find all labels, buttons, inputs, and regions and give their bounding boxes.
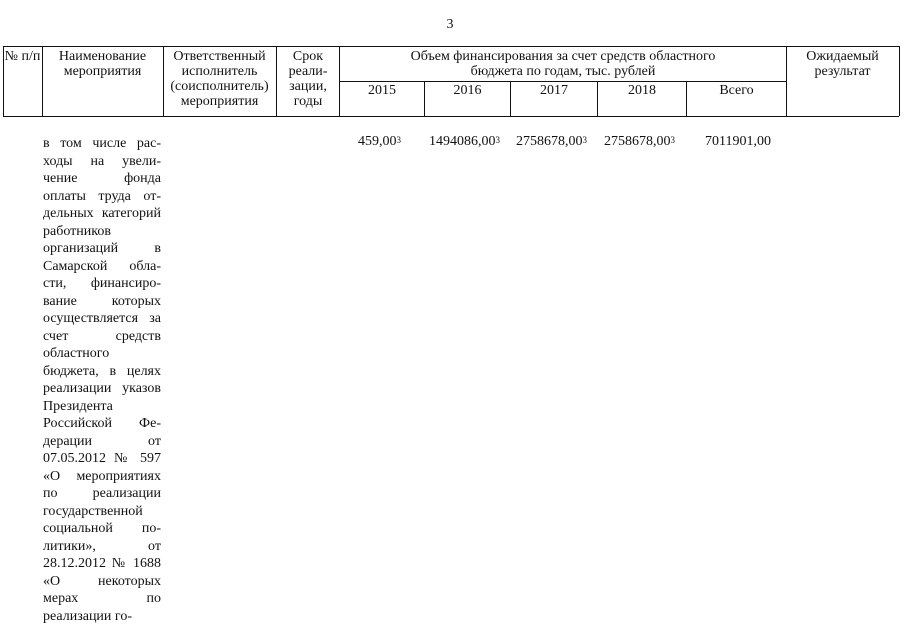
value-2016-amount: 1494086,00 xyxy=(429,134,496,149)
header-result: Ожидаемый результат xyxy=(806,49,879,79)
header-responsible: Ответственный исполнитель (соисполнитель) мероприятия xyxy=(170,49,269,109)
header-total: Всего xyxy=(719,83,754,98)
header-year-2015: 2015 xyxy=(368,83,396,98)
value-2018 xyxy=(604,134,675,150)
value-2015-footnote: 3 xyxy=(396,135,401,145)
value-2017-amount: 2758678,00 xyxy=(516,134,583,149)
value-total-amount: 7011901,00 xyxy=(705,134,771,149)
header-top-rule xyxy=(3,46,899,47)
row-name-text: в том числе расходы на увеличение фонда оплаты труда отдельных категорий работников организаций в Самарской области, финансирование которых осуществляется за счет средств областного бюджета, в целях реализации указов Президента Российской Федерации от 07.05.2012 № 597 «О мероприятиях по реализации государственной социальной политики», от 28.12.2012 № 1688 «О некоторых мерах по реализации го- xyxy=(43,136,161,624)
header-year-2018: 2018 xyxy=(628,83,656,98)
value-2018-amount: 2758678,00 xyxy=(604,134,671,149)
value-2015-amount: 459,00 xyxy=(358,134,397,149)
value-2017 xyxy=(516,134,587,150)
header-name: Наименование мероприятия xyxy=(58,49,147,79)
value-2017-footnote: 3 xyxy=(582,135,587,145)
value-2018-footnote: 3 xyxy=(670,135,675,145)
header-bottom-rule xyxy=(3,116,899,117)
col-rule-4 xyxy=(339,46,340,116)
page-number: 3 xyxy=(446,17,454,32)
value-2016-footnote: 3 xyxy=(495,135,500,145)
header-period: Срок реали-зации, годы xyxy=(288,49,328,109)
col-rule-3 xyxy=(276,46,277,116)
value-2015 xyxy=(358,134,401,150)
header-num: № п/п xyxy=(4,49,41,64)
value-2016 xyxy=(429,134,500,150)
header-funding: Объем финансирования за счет средств областного бюджета по годам, тыс. рублей xyxy=(410,49,716,79)
value-total xyxy=(705,134,771,150)
funding-subheader-rule xyxy=(339,81,786,82)
col-rule-10 xyxy=(899,46,900,116)
header-year-2016: 2016 xyxy=(453,83,482,98)
header-year-2017: 2017 xyxy=(540,83,568,98)
